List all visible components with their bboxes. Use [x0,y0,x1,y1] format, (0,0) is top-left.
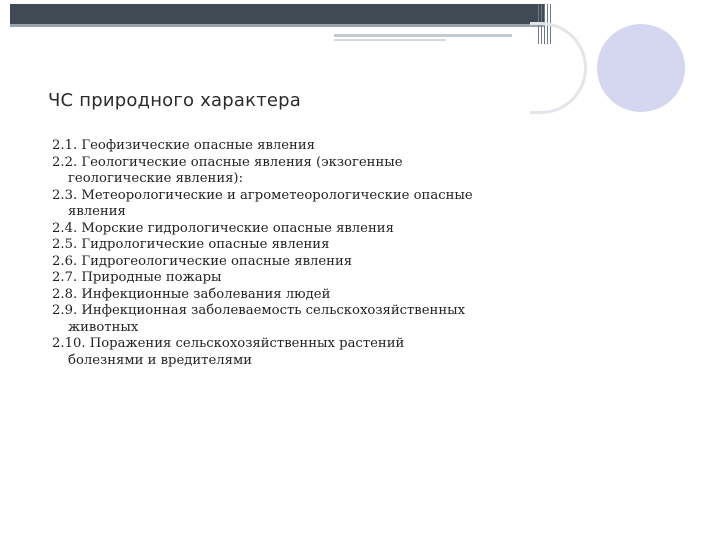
list-item [52,336,522,369]
list-item [52,287,522,304]
list-item [52,155,522,188]
list-item-continuation: геологические явления): [68,171,244,186]
list-item-text: 2.7. Природные пожары [52,270,222,285]
list-item-text: 2.10. Поражения сельскохозяйственных растений [52,336,405,351]
list-item-text: 2.3. Метеорологические и агрометеорологические опасные [52,187,473,203]
list-item [52,254,522,271]
list-item-text: 2.2. Геологические опасные явления (экзогенные [52,154,403,170]
header-stripe [10,24,544,27]
header-bar [10,4,544,24]
list-item-text: 2.8. Инфекционные заболевания людей [52,286,331,302]
list-item-text: 2.9. Инфекционная заболеваемость сельскохозяйственных [52,303,466,318]
list-item-continuation: явления [68,204,126,219]
decorative-circle-filled [597,24,685,112]
list-item [52,188,522,221]
list-item [52,221,522,238]
slide-title: ЧС природного характера [48,90,302,111]
list-item [52,237,522,254]
list-item-text: 2.5. Гидрологические опасные явления [52,237,330,252]
header-sub-stripe-short [334,39,446,41]
list-item-continuation: животных [68,319,139,335]
hazard-list [52,138,522,369]
header-sub-stripe [334,34,512,37]
list-item-text: 2.4. Морские гидрологические опасные явления [52,220,394,236]
list-item [52,270,522,287]
list-item [52,303,522,336]
list-item-text: 2.6. Гидрогеологические опасные явления [52,253,353,269]
list-item [52,138,522,155]
list-item-text: 2.1. Геофизические опасные явления [52,138,315,153]
decorative-circle-outline [530,22,587,114]
list-item-continuation: болезнями и вредителями [68,352,253,368]
